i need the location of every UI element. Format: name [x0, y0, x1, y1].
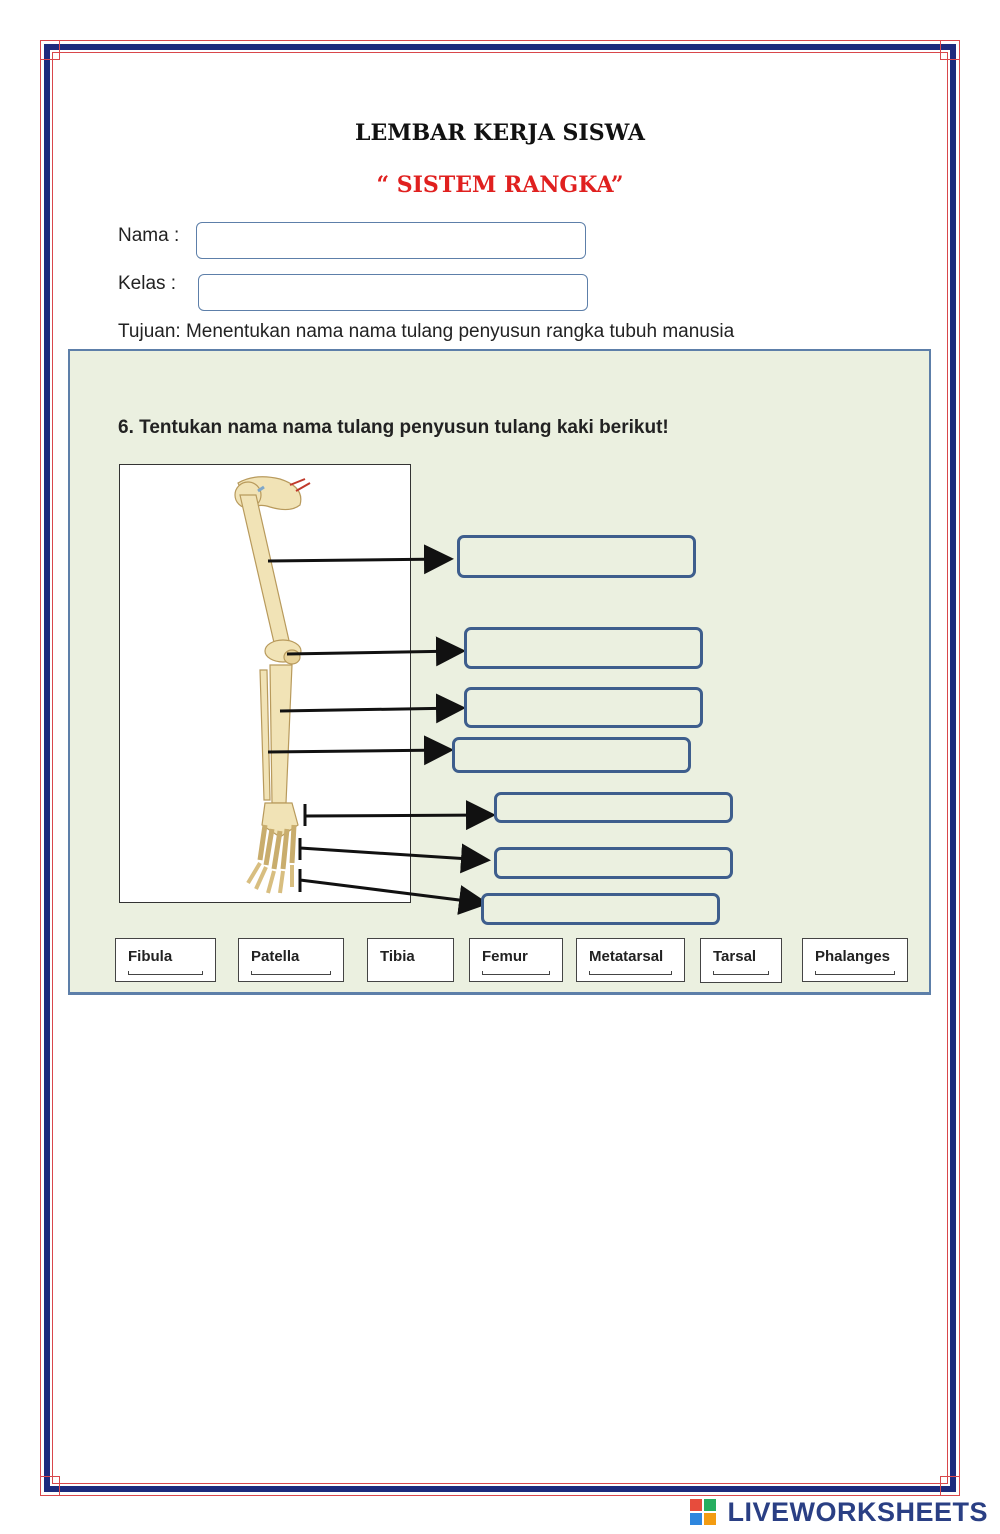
word-chip-label: Tarsal — [713, 948, 757, 965]
arrow-tarsal — [305, 804, 490, 826]
answer-box-6[interactable] — [494, 847, 733, 879]
liveworksheets-logo-icon — [690, 1499, 716, 1525]
arrow-fibula — [268, 750, 448, 752]
arrow-femur — [268, 559, 448, 561]
answer-box-7[interactable] — [481, 893, 720, 925]
word-chip-femur[interactable] — [469, 938, 563, 982]
footer-brand[interactable]: LIVEWORKSHEETS — [727, 1497, 988, 1527]
goal-text: Tujuan: Menentukan nama nama tulang penyusun rangka tubuh manusia — [118, 321, 735, 342]
word-chip-tibia[interactable] — [367, 938, 454, 982]
question-text: 6. Tentukan nama nama tulang penyusun tulang kaki berikut! — [118, 417, 669, 438]
word-chip-label: Phalanges — [815, 948, 891, 965]
word-chip-label: Femur — [482, 948, 528, 965]
arrow-patella — [287, 651, 460, 654]
name-label: Nama : — [118, 225, 180, 246]
word-chip-fibula[interactable] — [115, 938, 216, 982]
worksheet-title: LEMBAR KERJA SISWA — [355, 120, 645, 146]
word-chip-label: Metatarsal — [589, 948, 664, 965]
word-chip-patella[interactable] — [238, 938, 344, 982]
word-chip-phalanges[interactable] — [802, 938, 908, 982]
worksheet-subtitle: “ SISTEM RANGKA” — [376, 172, 624, 198]
arrow-phalanges — [300, 869, 483, 903]
word-chip-label: Tibia — [380, 948, 415, 965]
answer-box-4[interactable] — [452, 737, 691, 773]
arrow-metatarsal — [300, 838, 485, 860]
word-chip-label: Fibula — [128, 948, 173, 965]
word-chip-tarsal[interactable] — [700, 938, 782, 983]
answer-box-2[interactable] — [464, 627, 703, 669]
answer-box-1[interactable] — [457, 535, 696, 578]
answer-box-3[interactable] — [464, 687, 703, 728]
class-label: Kelas : — [118, 273, 177, 294]
answer-box-5[interactable] — [494, 792, 733, 823]
arrow-tibia — [280, 708, 460, 711]
word-chip-metatarsal[interactable] — [576, 938, 685, 982]
word-chip-label: Patella — [251, 948, 300, 965]
